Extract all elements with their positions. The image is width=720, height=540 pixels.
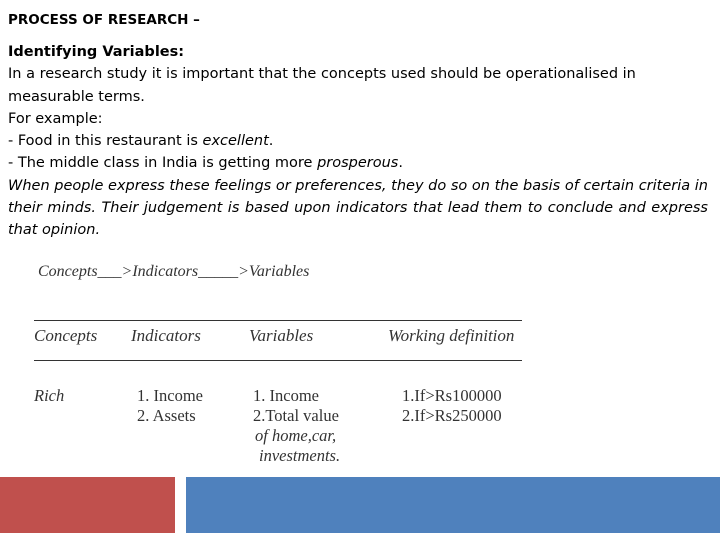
example-1-suffix: . — [268, 133, 274, 150]
header-indicators: Indicators — [131, 326, 201, 345]
conclusion-paragraph: When people express these feelings or preferences, they do so on the basis of certain criteria in their minds. Their judgement is based upon indicators that lead them to conclude and express that opinion. — [8, 177, 708, 239]
example-2-text: - The middle class in India is getting more — [8, 155, 318, 172]
table-top-rule — [34, 320, 522, 321]
working-definition-cell — [402, 386, 502, 426]
slide-text — [8, 10, 708, 242]
indicator-item: 1. Income — [137, 386, 203, 405]
variable-item: of home,car, — [255, 426, 337, 445]
indicator-item: 2. Assets — [137, 406, 196, 425]
concept-cell: Rich — [34, 386, 65, 405]
header-working-definition: Working definition — [388, 326, 515, 345]
concept-flow: Concepts___>Indicators_____>Variables — [38, 263, 310, 280]
variables-cell — [253, 386, 340, 466]
table-header-rule — [34, 360, 522, 361]
indicators-cell — [137, 386, 203, 426]
header-concepts: Concepts — [34, 326, 98, 345]
example-2-suffix: . — [398, 155, 403, 172]
example-1-text: - Food in this restaurant is — [8, 133, 203, 150]
footer-bar-blue — [186, 477, 720, 533]
example-label: For example: — [8, 110, 103, 127]
example-1-emphasis: excellent — [202, 133, 269, 150]
variable-item: 2.Total value — [253, 406, 339, 425]
intro-line-2: measurable terms. — [8, 88, 145, 105]
variable-item: 1. Income — [253, 386, 319, 405]
example-1 — [8, 130, 708, 152]
definition-item: 1.If>Rs100000 — [402, 386, 502, 405]
variable-item: investments. — [259, 446, 341, 465]
example-2 — [8, 152, 708, 174]
header-variables: Variables — [249, 326, 314, 345]
page-title: PROCESS OF RESEARCH – — [8, 12, 200, 28]
section-heading: Identifying Variables: — [8, 44, 185, 60]
intro-line-1: In a research study it is important that the concepts used should be operationalised in — [8, 66, 636, 83]
footer-bar-red — [0, 477, 175, 533]
example-2-emphasis: prosperous — [317, 155, 399, 172]
definition-item: 2.If>Rs250000 — [402, 406, 502, 425]
